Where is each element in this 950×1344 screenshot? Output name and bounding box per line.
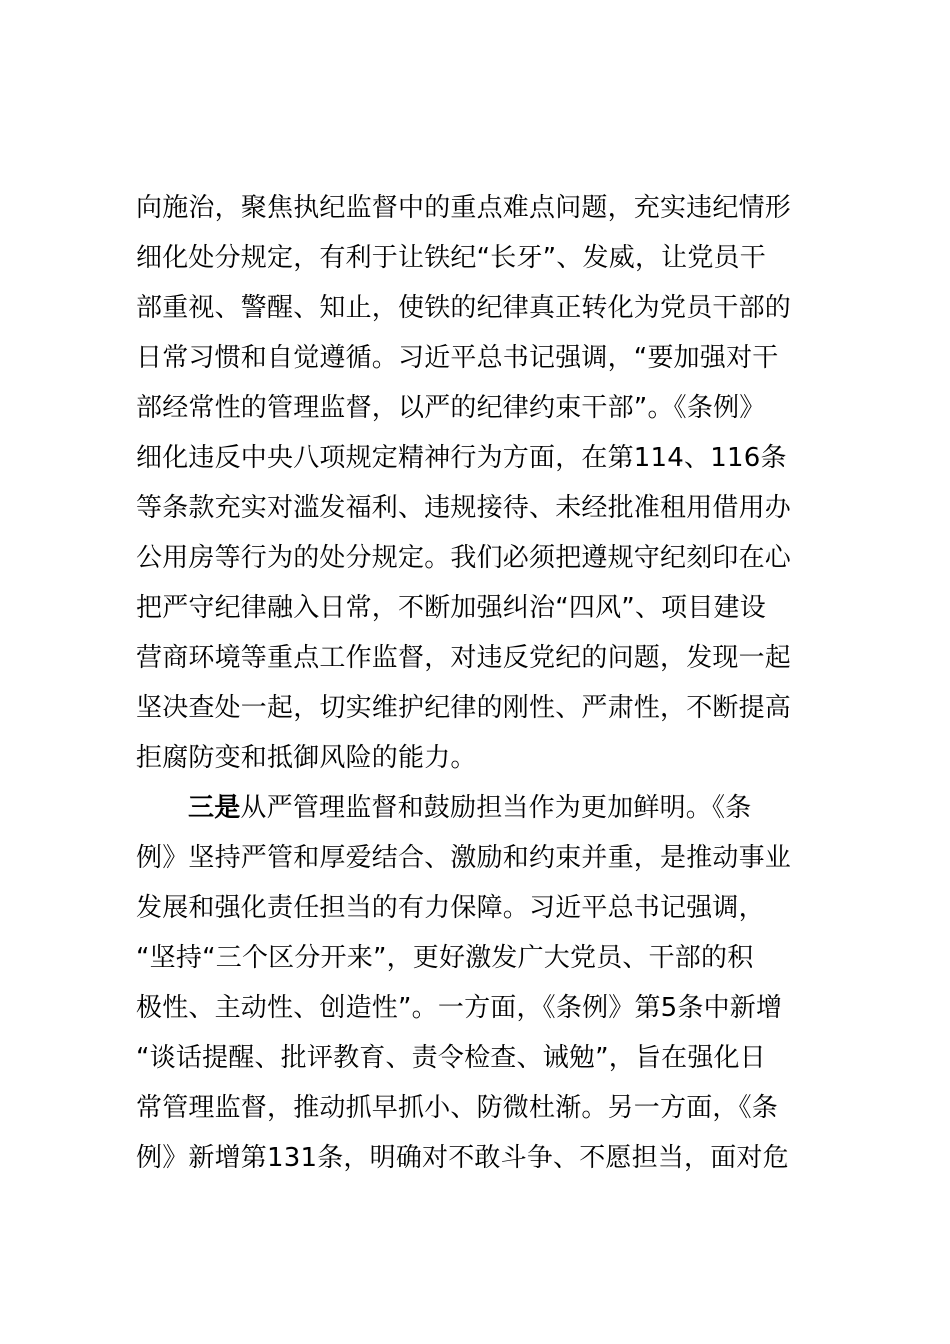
paragraph-1-line: 细化违反中央八项规定精神行为方面，在第114、116条 [136, 443, 787, 473]
document-body [136, 183, 856, 1183]
paragraph-1-line: 公用房等行为的处分规定。我们必须把遵规守纪刻印在心 [136, 543, 792, 573]
paragraph-1-line: 细化处分规定，有利于让铁纪“长牙”、发威，让党员干 [136, 243, 766, 273]
paragraph-1-line: 等条款充实对滥发福利、违规接待、未经批准租用借用办 [136, 493, 792, 523]
paragraph-2-line: 发展和强化责任担当的有力保障。习近平总书记强调， [136, 893, 765, 923]
paragraph-1-line: 部重视、警醒、知止，使铁的纪律真正转化为党员干部的 [136, 293, 792, 323]
paragraph-1-line: 把严守纪律融入日常，不断加强纠治“四风”、项目建设 [136, 593, 766, 623]
paragraph-1-line: 拒腐防变和抵御风险的能力。 [136, 743, 477, 773]
paragraph-2-line: “坚持“三个区分开来”，更好激发广大党员、干部的积 [136, 943, 754, 973]
paragraph-2-line: “谈话提醒、批评教育、责令检查、诫勉”，旨在强化日 [136, 1043, 766, 1073]
paragraph-2-line: 常管理监督，推动抓早抓小、防微杜渐。另一方面，《条 [136, 1093, 779, 1123]
paragraph-2-first-line [136, 783, 856, 833]
paragraph-1-line: 坚决查处一起，切实维护纪律的刚性、严肃性，不断提高 [136, 693, 792, 723]
paragraph-1-line: 日常习惯和自觉遵循。习近平总书记强调，“要加强对干 [136, 343, 779, 373]
paragraph-2-line: 例》坚持严管和厚爱结合、激励和约束并重，是推动事业 [136, 843, 792, 873]
paragraph-1-line: 部经常性的管理监督，以严的纪律约束干部”。《条例》 [136, 393, 766, 423]
paragraph-2-line: 极性、主动性、创造性”。一方面，《条例》第5条中新增 [136, 993, 783, 1023]
paragraph-2-lead: 三是 [188, 793, 241, 823]
paragraph-1-line: 向施治，聚焦执纪监督中的重点难点问题，充实违纪情形 [136, 193, 792, 223]
paragraph-1-line: 营商环境等重点工作监督，对违反党纪的问题，发现一起 [136, 643, 792, 673]
paragraph-2-first-line-text: 从严管理监督和鼓励担当作为更加鲜明。《条 [240, 793, 752, 823]
paragraph-2-line: 例》新增第131条，明确对不敢斗争、不愿担当，面对危 [136, 1143, 789, 1173]
